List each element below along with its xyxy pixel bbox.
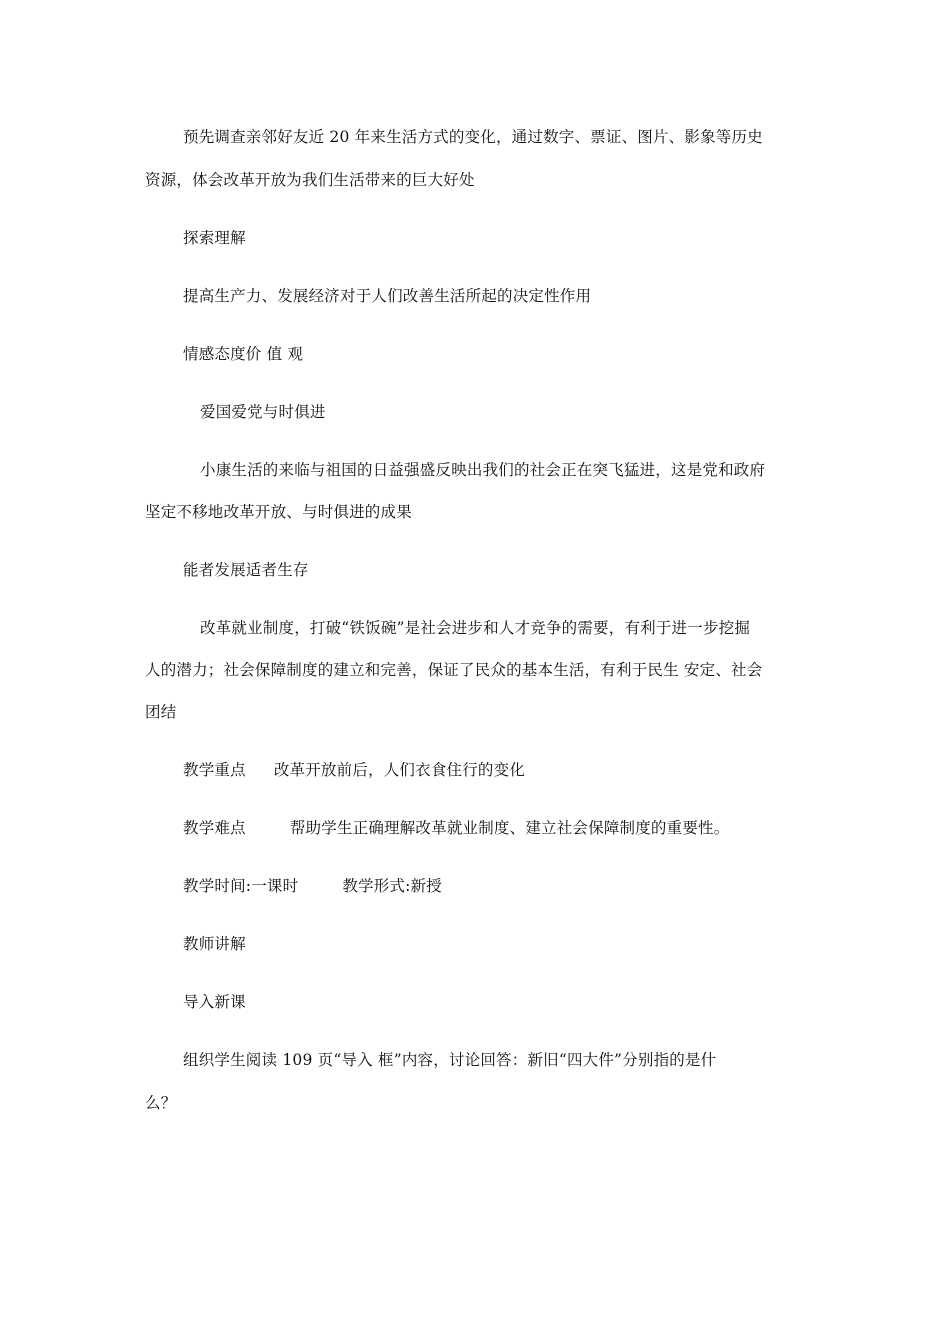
paragraph-4-line-2: 么？ [145, 1094, 177, 1112]
paragraph-4-line-1: 组织学生阅读 109 页“导入 框”内容，讨论回答：新旧“四大件”分别指的是什 [183, 1051, 717, 1069]
paragraph-3-line-3: 团结 [145, 703, 177, 721]
difficulty-text: 帮助学生正确理解改革就业制度、建立社会保障制度的重要性。 [289, 819, 730, 837]
paragraph-3-line-1: 改革就业制度，打破“铁饭碗”是社会进步和人才竞争的需要，有利于进一步挖掘 [200, 619, 751, 637]
heading-intro: 导入新课 [183, 993, 246, 1011]
heading-survive: 能者发展适者生存 [183, 561, 309, 579]
heading-explore: 探索理解 [183, 229, 246, 247]
paragraph-2-line-1: 小康生活的来临与祖国的日益强盛反映出我们的社会正在突飞猛进，这是党和政府 [200, 461, 766, 479]
paragraph-2-line-2: 坚定不移地改革开放、与时俱进的成果 [145, 503, 412, 521]
teaching-time: 教学时间:一课时 [183, 877, 299, 895]
difficulty-label: 教学难点 [183, 819, 246, 837]
time-form-row [183, 876, 442, 896]
difficulty-row [183, 818, 729, 838]
teaching-form: 教学形式:新授 [342, 877, 442, 895]
paragraph-3-line-2: 人的潜力；社会保障制度的建立和完善，保证了民众的基本生活，有利于民生 安定、社会 [145, 661, 763, 679]
explore-text: 提高生产力、发展经济对于人们改善生活所起的决定性作用 [183, 287, 592, 305]
heading-values: 情感态度价 值 观 [183, 345, 304, 363]
paragraph-1-line-1: 预先调查亲邻好友近 20 年来生活方式的变化，通过数字、票证、图片、影象等历史 [183, 128, 763, 146]
heading-teacher: 教师讲解 [183, 935, 246, 953]
paragraph-1-line-2: 资源，体会改革开放为我们生活带来的巨大好处 [145, 171, 475, 189]
key-point-label: 教学重点 [183, 761, 246, 779]
key-point-row [183, 760, 525, 780]
values-item-1: 爱国爱党与时俱进 [200, 403, 326, 421]
key-point-text: 改革开放前后，人们衣食住行的变化 [273, 761, 526, 779]
